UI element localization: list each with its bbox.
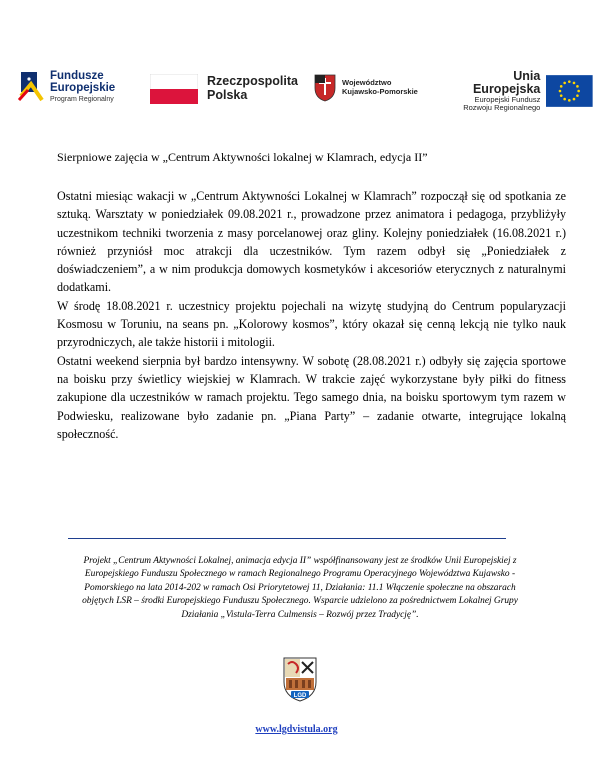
lgd-shield-icon (282, 656, 318, 702)
fundusze-line3: Program Regionalny (50, 96, 114, 104)
fundusze-europejskie-emblem-icon (18, 70, 44, 104)
rzeczpospolita-text (207, 75, 298, 103)
polish-flag-icon (150, 74, 198, 104)
website-link[interactable]: www.lgdvistula.org (255, 724, 338, 735)
fundusze-text (50, 70, 115, 103)
rzeczpospolita-logo (150, 74, 298, 104)
website-link-container (0, 724, 593, 735)
document-title: Sierpniowe zajęcia w „Centrum Aktywności lokalnej w Klamrach, edycja II” (57, 150, 428, 164)
rzeczpospolita-line1: Rzeczpospolita (207, 74, 298, 89)
coat-of-arms-icon (313, 72, 337, 102)
unia-line2: Europejski Fundusz (474, 95, 541, 105)
unia-text (449, 70, 540, 112)
funding-note: Projekt „Centrum Aktywności Lokalnej, animacja edycja II” współfinansowany jest ze środków Unii Europejskiej z Europejskiego Funduszu Społecznego w ramach Regionalnego Programu Operacyjnego Województwa Kujawsko - Pomorskiego na lata 2014-202 w ramach Osi Priorytetowej 11, Działania: 11.1 Włączenie społeczne na obszarach objętych LSR – środki Europejskiego Funduszu Społecznego. Wsparcie udzielono za pośrednictwem Lokalnej Grupy Działania „Vistula-Terra Culmensis – Rozwój przez Tradycję”. (82, 556, 518, 620)
fundusze-europejskie-logo (18, 70, 115, 104)
wojewodztwo-line2: Kujawsko-Pomorskie (342, 87, 418, 96)
rzeczpospolita-line2: Polska (207, 88, 248, 102)
wojewodztwo-logo (313, 72, 418, 102)
unia-line3: Rozwoju Regionalnego (463, 103, 541, 113)
lgd-label: LGD (293, 693, 307, 699)
fundusze-line2: Europejskie (50, 82, 116, 95)
unia-europejska-logo (449, 70, 593, 112)
footer-divider (68, 538, 506, 539)
article-paragraph-3: Ostatni weekend sierpnia był bardzo intensywny. W sobotę (28.08.2021 r.) odbyły się zajęcia sportowe na boisku przy świetlicy wiejskiej w Klamrach. W trakcie zajęć wykorzystane były piłki do fitness zakupione dla uczestników w ramach projektu. Tego samego dnia, na boisku sportowym tym razem w Podwiesku, realizowane było zadanie pn. „Piana Party” – zadanie otwarte, integrujące lokalną społeczność. (57, 353, 566, 441)
wojewodztwo-line1: Województwo (342, 78, 392, 87)
lgd-logo (282, 656, 318, 707)
wojewodztwo-text (342, 78, 418, 96)
eu-flag-icon (546, 74, 593, 108)
logo-bar (0, 60, 593, 120)
article-body (57, 187, 566, 443)
article-paragraph-2: W środę 18.08.2021 r. uczestnicy projektu pojechali na wizytę studyjną do Centrum popularyzacji Kosmosu w Toruniu, na seans pn. „Kolorowy kosmos”, który okazał się cenną lekcją nie tylko nauk przyrodniczych, ale także historii i mitologii. (57, 298, 566, 350)
fundusze-line1: Fundusze (50, 70, 104, 83)
article-paragraph-1: Ostatni miesiąc wakacji w „Centrum Aktywności Lokalnej w Klamrach” rozpoczął się od spotkania ze sztuką. Warsztaty w poniedziałek 09.08.2021 r., prowadzone przez animatora i pedagoga, przybliżyły uczestnikom techniki tworzenia z masy porcelanowej oraz gliny. Kolejny poniedziałek (16.08.2021 r.) również przyniósł moc atrakcji dla uczestników. Tym razem odbył się „Poniedziałek z doświadczeniem”, a w nim produkcja domowych kosmetyków i akcesoriów eterycznych z naturalnymi dodatkami. (57, 189, 566, 295)
unia-line1: Unia Europejska (472, 69, 541, 97)
